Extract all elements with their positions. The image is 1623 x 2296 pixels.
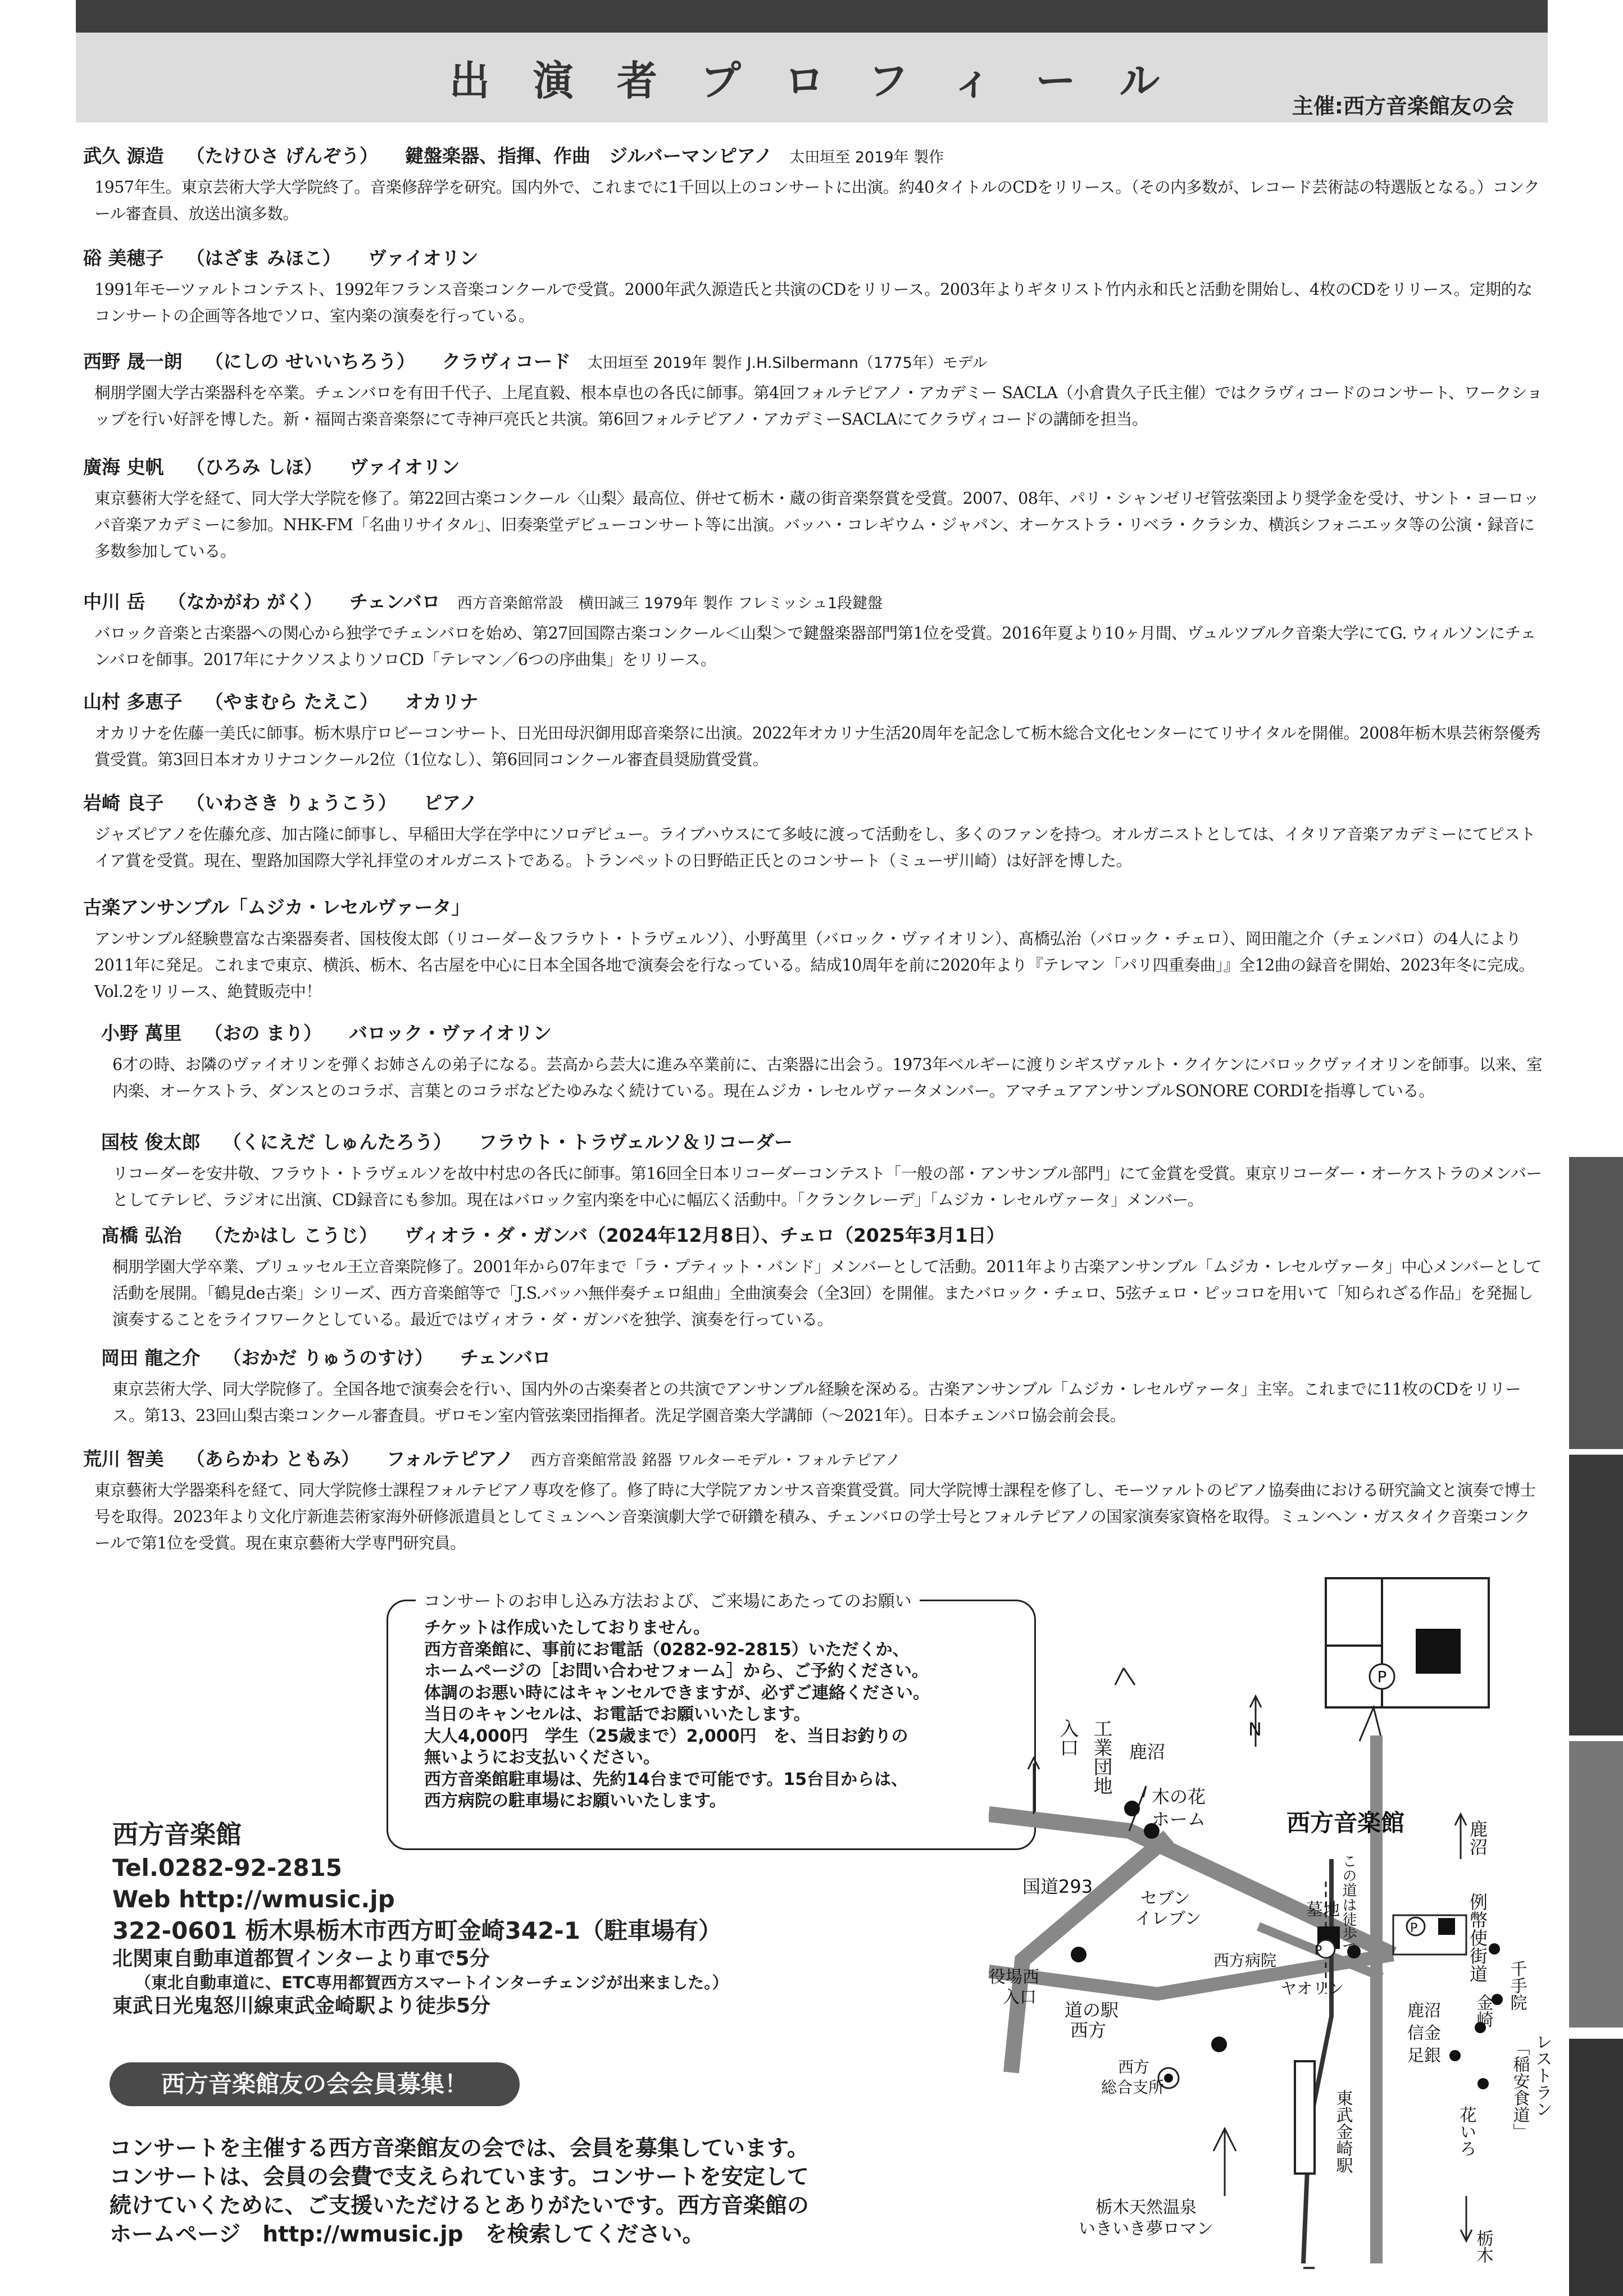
profile-note: 太田垣至 2019年 製作: [789, 149, 944, 166]
map-label-seven2: イレブン: [1135, 1909, 1202, 1929]
profile: [83, 245, 1544, 329]
profile-name: 西野 晟一朗: [83, 350, 183, 372]
profile-role: ピアノ: [424, 792, 478, 814]
map-label-bank1: 鹿沼: [1407, 2001, 1441, 2021]
profile-role: チェンバロ: [349, 591, 440, 613]
profile-note: 西方音楽館常設 銘器 ワルターモデル・フォルテピアノ: [530, 1452, 901, 1469]
side-tab: [1569, 1157, 1623, 1449]
profile: [83, 589, 1544, 673]
map-label-cemetery: 墓地: [1306, 1900, 1340, 1920]
profile-role: クラヴィコード: [442, 350, 571, 372]
map-label-onsen1: 栃木天然温泉: [1095, 2198, 1197, 2217]
profile-name: 硲 美穂子: [83, 247, 164, 269]
profile: [101, 1129, 1545, 1213]
notice-line: ホームページの［お問い合わせフォーム］から、ご予約ください。: [424, 1661, 929, 1681]
map-label-hall: 西方音楽館: [1286, 1809, 1405, 1837]
map-label-senjuin: 千手院: [1507, 1960, 1527, 2011]
map-label-station: 東武金崎駅: [1333, 2089, 1353, 2174]
map-label-restaurant2: 「稲安食道」: [1510, 2039, 1530, 2140]
map-label-seven1: セブン: [1140, 1889, 1190, 1908]
profile-reading: （ひろみ しほ）: [186, 456, 322, 478]
profile-role: ヴィオラ・ダ・ガンバ（2024年12月8日）、チェロ（2025年3月1日）: [404, 1224, 1005, 1246]
recruit-line: ホームページ http://wmusic.jp を検索してください。: [110, 2222, 704, 2247]
ensemble-profile: [83, 894, 1544, 1005]
map-label-yakuba1: 役場西: [989, 1967, 1039, 1987]
profile-name: 国枝 俊太郎: [101, 1131, 201, 1153]
profile-name: 岡田 龍之介: [101, 1347, 201, 1369]
profile: [83, 348, 1544, 432]
map-label-michinoeki1: 道の駅: [1065, 1999, 1119, 2021]
profile: [83, 454, 1544, 564]
map-label-yakuba2: 入口: [1003, 1988, 1036, 2007]
map-label-hanairo: 花いろ: [1456, 2106, 1476, 2157]
venue-name: 西方音楽館: [112, 1819, 242, 1849]
map-label-sogo2: 総合支所: [1101, 2078, 1165, 2097]
recruit-line: コンサートを主催する西方音楽館友の会では、会員を募集しています。: [110, 2136, 809, 2161]
map-label-bank2: 信金: [1407, 2024, 1441, 2043]
profile-role: ヴァイオリン: [349, 456, 460, 478]
profile-role: ヴァイオリン: [368, 247, 479, 269]
map-inset: [1326, 1578, 1489, 1741]
map-label-yaorin: ヤオリン: [1281, 1979, 1344, 1998]
profile-role: フォルテピアノ: [387, 1448, 514, 1470]
venue-tel: Tel.0282-92-2815: [112, 1854, 343, 1882]
map-label-kanasaki: 金崎: [1473, 1994, 1493, 2028]
profile-reading: （たけひさ げんぞう）: [186, 145, 378, 167]
profile-role: オカリナ: [405, 691, 479, 713]
profile-reading: （やまむら たえこ）: [204, 691, 378, 713]
profile: [83, 790, 1544, 874]
map-label-parking-hall: P: [1410, 1921, 1418, 1935]
profile-reading: （にしの せいいちろう）: [204, 350, 415, 372]
profile-reading: （なかがわ がく）: [167, 591, 322, 613]
page-title: 出 演 者 プ ロ フ ィ ー ル: [449, 57, 1175, 104]
profile-body: 東京藝術大学を経て、同大学大学院を修了。第22回古楽コンクール〈山梨〉最高位、併せて栃木・蔵の街音楽祭賞を受賞。2007、08年、パリ・シャンゼリゼ管弦楽団より奨学金を受け、サント・ヨーロッパ音楽アカデミーに参加。NHK-FM「名曲リサイタル」、旧奏楽堂デビューコンサート等に出演。バッハ・コレギウム・ジャパン、オーケストラ・リベラ・クラシカ、横浜シフォニエッタ等の公演・録音に多数参加している。: [94, 489, 1539, 561]
profile: [83, 689, 1544, 773]
recruit-text: [110, 2134, 919, 2249]
profile-body: 6才の時、お隣のヴァイオリンを弾くお姉さんの弟子になる。芸高から芸大に進み卒業前に、古楽器に出会う。1973年ベルギーに渡りシギスヴァルト・クイケンにバロックヴァイオリンを師事。以来、室内楽、オーケストラ、ダンスとのコラボ、言葉とのコラボなどたゆみなく続けている。現在ムジカ・レセルヴァータメンバー。アマチュアアンサンブルSONORE CORDIを指導している。: [112, 1055, 1543, 1100]
profile-body: バロック音楽と古楽器への関心から独学でチェンバロを始め、第27回国際古楽コンクール＜山梨＞で鍵盤楽器部門第1位を受賞。2016年夏より10ヶ月間、ヴュルツブルク音楽大学にてG. ウィルソンにチェンバロを師事。2017年にナクソスよりソロCD「テレマン／6つの序曲集」をリリース。: [94, 624, 1536, 669]
map-label-hospital: 西方病院: [1213, 1951, 1277, 1970]
profile-body: 1991年モーツァルトコンテスト、1992年フランス音楽コンクールで受賞。2000年武久源造氏と共演のCDをリリース。2003年よりギタリスト竹内永和氏と活動を開始し、4枚のCDをリリース。定期的なコンサートの企画等各地でソロ、室内楽の演奏を行っている。: [94, 280, 1533, 325]
top-dark-bar: [76, 0, 1548, 33]
venue-info: [112, 1816, 729, 2019]
profile-role: 鍵盤楽器、指揮、作曲 ジルバーマンピアノ: [405, 145, 773, 167]
profile-reading: （あらかわ ともみ）: [186, 1448, 360, 1470]
side-tab: [1569, 1455, 1623, 1735]
profile-body: 1957年生。東京芸術大学大学院終了。音楽修辞学を研究。国内外で、これまでに1千回以上のコンサートに出演。約40タイトルのCDをリリース。（その内多数が、レコード芸術誌の特選版となる。）コンクール審査員、放送出演多数。: [94, 178, 1540, 223]
map-label-tochigi: 栃木: [1473, 2230, 1493, 2263]
profile: [83, 143, 1544, 227]
notice-line: 大人4,000円 学生（25歳まで）2,000円 を、当日お釣りの: [424, 1726, 908, 1746]
venue-access-note: （東北自動車道に、ETC専用都賀西方スマートインターチェンジが出来ました。）: [135, 1973, 729, 1992]
profile-role: バロック・ヴァイオリン: [349, 1022, 552, 1044]
map-label-route293: 国道293: [1022, 1876, 1093, 1897]
profile-body: 東京芸術大学、同大学院修了。全国各地で演奏会を行い、国内外の古楽奏者との共演でアンサンブル経験を深める。古楽アンサンブル「ムジカ・レセルヴァータ」主宰。これまでに11枚のCDをリリース。第13、23回山梨古楽コンクール審査員。ザロモン室内管弦楽団指揮者。洗足学園音楽大学講師（〜2021年）。日本チェンバロ協会前会長。: [112, 1380, 1521, 1425]
profile-body: 桐朋学園大学古楽器科を卒業。チェンバロを有田千代子、上尾直毅、根本卓也の各氏に師事。第4回フォルテピアノ・アカデミー SACLA（小倉貴久子氏主催）ではクラヴィコードのコンサート、ワークショップを行い好評を博した。新・福岡古楽音楽祭にて寺神戸亮氏と共演。第6回フォルテピアノ・アカデミーSACLAにてクラヴィコードの講師を担当。: [94, 384, 1543, 429]
ensemble-body: アンサンブル経験豊富な古楽器奏者、国枝俊太郎（リコーダー＆フラウト・トラヴェルソ）、小野萬里（バロック・ヴァイオリン）、髙橋弘治（バロック・チェロ）、岡田龍之介（チェンバロ）の4人により2011年に発足。これまで東京、横浜、栃木、名古屋を中心に日本全国各地で演奏会を行なっている。結成10周年を前に2020年より『テレマン「パリ四重奏曲」』全12曲の録音を開始、2023年冬に完成。Vol.2をリリース、絶賛販売中！: [94, 930, 1535, 1001]
profile-reading: （くにえだ しゅんたろう）: [222, 1131, 452, 1153]
notice-line: 無いようにお支払いください。: [424, 1748, 660, 1767]
notice-body: [424, 1618, 1020, 1812]
map-label-kogyodanchi: 工業団地: [1090, 1719, 1112, 1795]
side-tab: [1569, 1741, 1623, 2028]
notice-line: 当日のキャンセルは、お電話でお願いいたします。: [424, 1705, 811, 1724]
recruit-banner: 西方音楽館友の会会員募集！: [110, 2062, 520, 2106]
access-map: [989, 1567, 1567, 2269]
map-label-iriguchi: 入口: [1056, 1719, 1079, 1757]
profile-name: 髙橋 弘治: [101, 1224, 182, 1246]
profile-reading: （たかはし こうじ）: [204, 1224, 378, 1246]
map-label-kinohana1: 木の花: [1152, 1786, 1206, 1807]
side-tab: [1569, 2039, 1623, 2296]
map-label-restaurant1: レストラン: [1532, 2033, 1552, 2117]
profile-name: 小野 萬里: [101, 1022, 182, 1044]
notice-title: コンサートのお申し込み方法および、ご来場にあたってのお願い: [416, 1587, 920, 1612]
notice-line: 体調のお悪い時にはキャンセルできますが、必ずご連絡ください。: [424, 1683, 930, 1703]
map-label-sogo1: 西方: [1118, 2058, 1150, 2076]
profile-body: 桐朋学園大学卒業、ブリュッセル王立音楽院修了。2001年から07年まで「ラ・プティット・バンド」メンバーとして活動。2011年より古楽アンサンブル「ムジカ・レセルヴァータ」中心メンバーとして活動を展開。「鶴見de古楽」シリーズ、西方音楽館等で「J.S.バッハ無伴奏チェロ組曲」全曲演奏会（全3回）を開催。またバロック・チェロ、5弦チェロ・ピッコロを用いて「知られざる作品」を発掘し演奏することをライフワークとしている。最近ではヴィオラ・ダ・ガンバを独学、演奏を行っている。: [112, 1258, 1542, 1329]
notice-line: 西方病院の駐車場にお願いいたします。: [424, 1791, 726, 1811]
recruit-line: コンサートは、会員の会費で支えられています。コンサートを安定して: [110, 2165, 809, 2190]
notice-line: 西方音楽館駐車場は、先約14台まで可能です。15台目からは、: [424, 1769, 908, 1789]
profile-name: 武久 源造: [83, 145, 164, 167]
organizer: 主催:西方音楽館友の会: [1292, 94, 1514, 119]
notice-line: チケットは作成いたしておりません。: [424, 1618, 711, 1638]
profile-name: 岩崎 良子: [83, 792, 164, 814]
profile-name: 山村 多恵子: [83, 691, 183, 713]
profile-body: ジャズピアノを佐藤允彦、加古隆に師事し、早稲田大学在学中にソロデビュー。ライブハウスにて多岐に渡って活動をし、多くのファンを持つ。オルガニストとしては、イタリア音楽アカデミーにてピストイア賞を受賞。現在、聖路加国際大学礼拝堂のオルガニストである。トランペットの日野皓正氏とのコンサート（ミューザ川崎）は好評を博した。: [94, 825, 1536, 870]
profile-name: 廣海 史帆: [83, 456, 164, 478]
profile-role: フラウト・トラヴェルソ＆リコーダー: [479, 1131, 793, 1153]
profile: [101, 1222, 1545, 1333]
ensemble-name: 古楽アンサンブル「ムジカ・レセルヴァータ」: [83, 896, 470, 918]
profile-reading: （おの まり）: [204, 1022, 322, 1044]
title-bar: [76, 33, 1548, 122]
venue-web[interactable]: Web http://wmusic.jp: [112, 1885, 395, 1913]
map-label-kanuma-right: 鹿沼: [1467, 1820, 1488, 1856]
map-labels: [989, 1719, 1552, 2263]
profile-name: 中川 岳: [83, 591, 146, 613]
map-label-onsen2: いきいき夢ロマン: [1079, 2219, 1213, 2239]
profile-role: チェンバロ: [460, 1347, 551, 1369]
map-label-michinoeki2: 西方: [1070, 2020, 1107, 2041]
map-label-kinohana2: ホーム: [1152, 1808, 1206, 1830]
map-label-reiheishi: 例幣使街道: [1467, 1893, 1488, 1983]
map-label-kanuma-top: 鹿沼: [1129, 1741, 1166, 1762]
profile-note: 西方音楽館常設 横田誠三 1979年 製作 フレミッシュ1段鍵盤: [457, 595, 883, 612]
venue-access-train: 東武日光鬼怒川線東武金崎駅より徒歩5分: [112, 1994, 491, 2017]
profile-body: リコーダーを安井敬、フラウト・トラヴェルソを故中村忠の各氏に師事。第16回全日本リコーダーコンテスト「一般の部・アンサンブル部門」にて金賞を受賞。東京リコーダー・オーケストラのメンバーとしてテレビ、ラジオに出演、CD録音にも参加。現在はバロック室内楽を中心に幅広く活動中。「クランクレーデ」「ムジカ・レセルヴァータ」メンバー。: [112, 1164, 1542, 1209]
map-label-parking: P: [1315, 1944, 1322, 1958]
map-label-walkpath: この道は徒歩で: [1340, 1853, 1357, 1956]
profile: [101, 1020, 1545, 1104]
venue-address: 322-0601 栃木県栃木市西方町金崎342-1（駐車場有）: [112, 1917, 722, 1944]
notice-line: 西方音楽館に、事前にお電話（0282-92-2815）いただくか、: [424, 1639, 910, 1660]
profile: [83, 1446, 1544, 1556]
profile-name: 荒川 智美: [83, 1448, 164, 1470]
profile-reading: （はざま みほこ）: [186, 247, 341, 269]
map-label-bank3: 足銀: [1407, 2046, 1441, 2066]
inset-parking-label: P: [1377, 1668, 1387, 1686]
profile: [101, 1345, 1545, 1429]
map-label-north: N: [1248, 1719, 1262, 1740]
profile-reading: （いわさき りょうこう）: [186, 792, 397, 814]
profile-body: 東京藝術大学器楽科を経て、同大学院修士課程フォルテピアノ専攻を修了。修了時に大学院アカンサス音楽賞受賞。同大学院博士課程を修了し、モーツァルトのピアノ協奏曲における研究論文と演奏で博士号を取得。2023年より文化庁新進芸術家海外研修派遣員としてミュンヘン音楽演劇大学で研鑽を積み、チェンバロの学士号とフォルテピアノの国家演奏家資格を取得。ミュンヘン・ガスタイク音楽コンクールで第1位を受賞。現在東京藝術大学専門研究員。: [94, 1481, 1536, 1552]
recruit-line: 続けていくために、ご支援いただけるとありがたいです。西方音楽館の: [110, 2193, 809, 2218]
profile-reading: （おかだ りゅうのすけ）: [222, 1347, 433, 1369]
profile-body: オカリナを佐藤一美氏に師事。栃木県庁ロビーコンサート、日光田母沢御用邸音楽祭に出演。2022年オカリナ生活20周年を記念して栃木総合文化センターにてリサイタルを開催。2008年栃木県芸術祭優秀賞受賞。第3回日本オカリナコンクール2位（1位なし）、第6回同コンクール審査員奨励賞受賞。: [94, 724, 1541, 769]
venue-access-car: 北関東自動車道都賀インターより車で5分: [112, 1947, 490, 1970]
profile-note: 太田垣至 2019年 製作 J.H.Silbermann（1775年）モデル: [588, 354, 988, 372]
